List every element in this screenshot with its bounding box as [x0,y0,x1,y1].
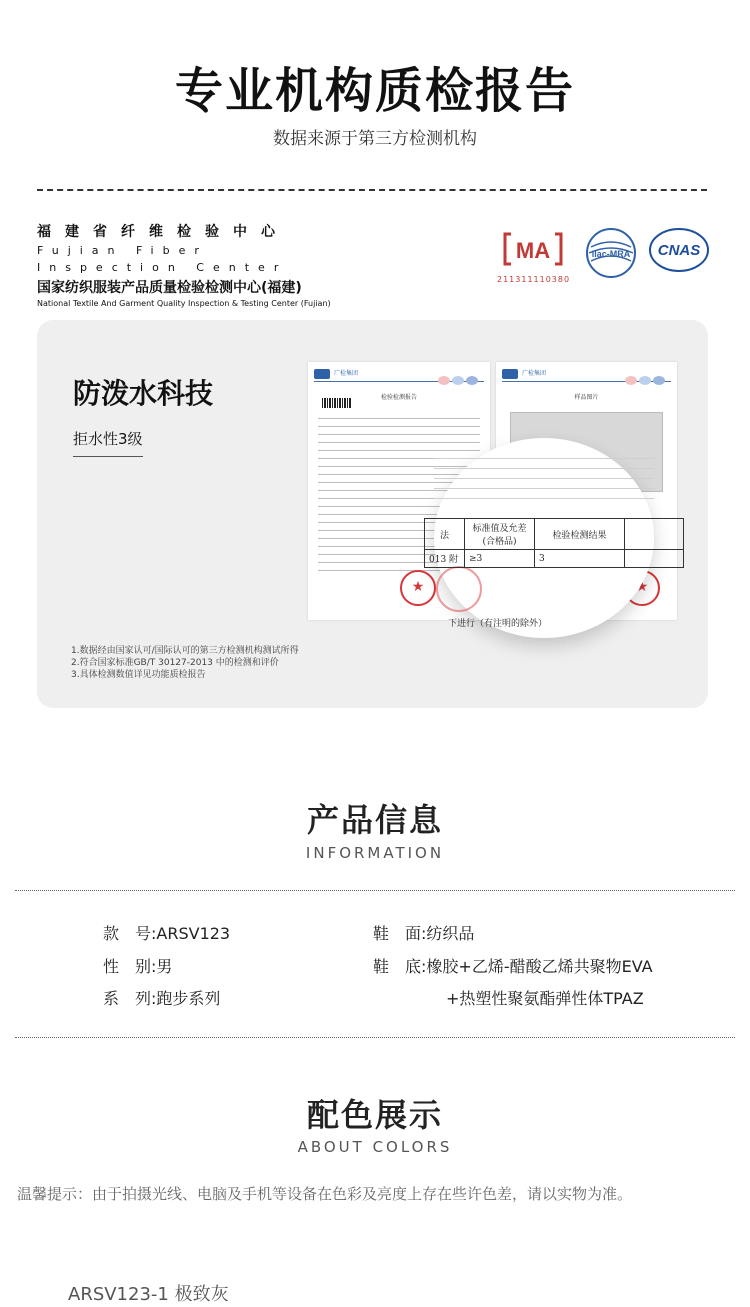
note-item: 2.符合国家标准GB/T 30127-2013 中的检测和评价 [71,658,279,668]
report-org-name: 广检集团 [334,370,359,377]
gtc-logo-icon [502,369,518,379]
institution-name-en: Fujian Fiber Inspection Center [37,244,288,274]
barcode-icon [322,398,352,408]
svg-text:MA: MA [515,238,551,263]
page-subtitle: 数据来源于第三方检测机构 [273,129,477,149]
official-stamp-icon [400,570,436,606]
info-key: 系 列: [103,989,157,1008]
mag-col-result: 检验检测结果 [535,519,625,550]
info-sole-cont [446,986,644,1009]
info-style-number [103,921,230,944]
mag-col-standard: 标准值及允差 (合格品) [465,519,535,550]
national-center-en: National Textile And Garment Quality Inspection & Testing Center (Fujian) [37,299,331,308]
cma-logo-icon [497,230,569,286]
institution-block [37,222,337,310]
info-value: 橡胶+乙烯-醋酸乙烯共聚物EVA [426,957,653,976]
product-info-title: 产品信息 [306,801,443,839]
info-value: ARSV123 [156,924,231,943]
magnified-footnote: 下进行（有注明的除外） [448,619,548,629]
info-series [103,986,220,1009]
magnified-result-table [424,518,684,568]
color-variant-label: ARSV123-1 极致灰 [68,1284,229,1305]
info-value: +热塑性聚氨酯弹性体TPAZ [446,989,644,1008]
mag-cell-method: 013 附 [425,550,465,568]
magnifier-zoom [429,438,654,638]
feature-title: 防泼水科技 [73,377,214,410]
info-key: 鞋 面: [373,924,427,943]
color-notice: 温馨提示：由于拍摄光线、电脑及手机等设备在色彩及亮度上存在些许色差，请以实物为准。 [17,1185,633,1203]
note-item: 3.具体检测数值详见功能质检报告 [71,670,206,680]
gtc-logo-icon [314,369,330,379]
info-gender [103,954,172,977]
report-cert-marks [436,370,484,379]
info-key: 性 别: [103,957,157,976]
dotted-divider [15,890,735,891]
dotted-divider [15,1037,735,1038]
photo-report-cert-marks [623,370,671,379]
report-card [37,320,708,708]
mag-cell-standard: ≥3 [465,550,535,568]
institution-name-cn: 福建省纤维检验中心 [37,224,289,240]
info-value: 跑步系列 [156,989,221,1008]
cnas-logo-icon [648,227,710,273]
photo-doc-title: 样品图片 [574,394,599,401]
mag-col-extra [625,519,684,550]
report-doc-title: 检验检测报告 [380,394,417,401]
info-value: 男 [156,957,173,976]
svg-text:ilac-MRA: ilac-MRA [591,249,631,259]
magnified-stamp-icon [436,566,482,612]
mag-cell-extra [625,550,684,568]
info-value: 纺织品 [426,924,475,943]
colors-title: 配色展示 [306,1096,443,1134]
page-title: 专业机构质检报告 [174,63,575,119]
report-notes [71,645,299,681]
dashed-divider [37,189,707,191]
mag-col-method: 法 [425,519,465,550]
info-upper [373,921,474,944]
cma-number: 211311110380 [497,275,571,284]
note-item: 1.数据经由国家认可/国际认可的第三方检测机构测试所得 [71,646,299,656]
photo-report-header [502,368,671,382]
magnified-lines [434,458,654,508]
info-key: 鞋 底: [373,957,427,976]
national-center-cn: 国家纺织服装产品质量检验检测中心(福建) [37,280,302,296]
colors-subtitle: ABOUT COLORS [297,1138,453,1156]
mag-cell-result: 3 [535,550,625,568]
info-sole [373,954,653,977]
info-key: 款 号: [103,924,157,943]
photo-report-org-name: 广检集团 [522,370,547,377]
report-header [314,368,484,382]
feature-grade: 拒水性3级 [73,428,143,457]
ilac-mra-logo-icon [585,227,637,279]
svg-text:CNAS: CNAS [657,242,701,259]
product-info-subtitle: INFORMATION [305,844,445,862]
